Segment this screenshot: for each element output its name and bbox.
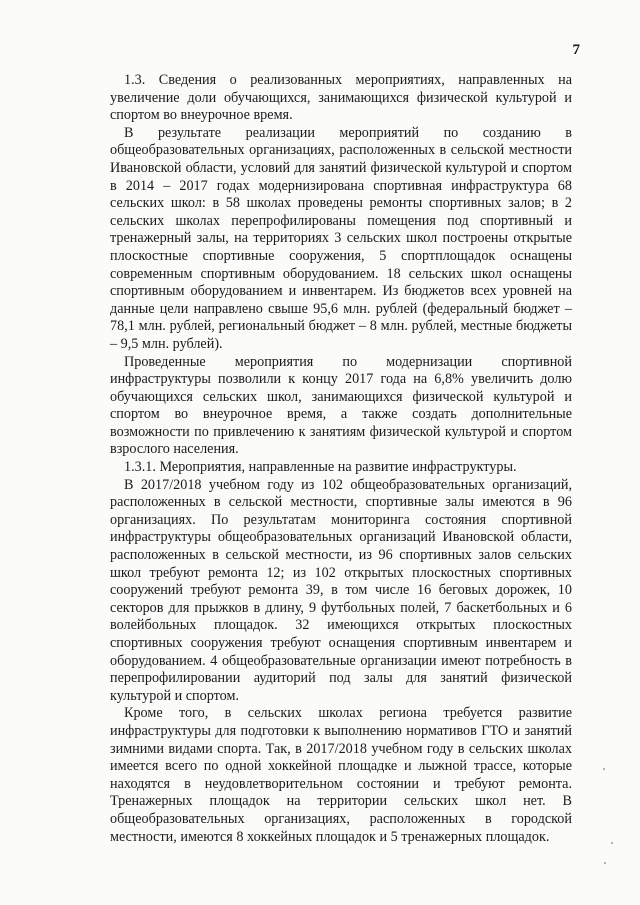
paragraph-modernization: Проведенные мероприятия по модернизации спортивной инфраструктуры позволили к концу 2017 года на 6,8% увеличить долю обучающихся сельских школ, занимающихся физической культурой и спортом во внеурочное время, а также создать дополнительные возможности по привлечению к занятиям физической культурой и спортом взрослого населения. xyxy=(110,353,572,458)
scan-speck xyxy=(604,862,606,864)
section-heading-1-3-1: 1.3.1. Мероприятия, направленные на развитие инфраструктуры. xyxy=(124,459,517,476)
paragraph-results: В результате реализации мероприятий по созданию в общеобразовательных организациях, расположенных в сельской местности Ивановской области, условий для занятий физической культурой и спортом в 2014 – 2017 годах модернизирована спортивная инфраструктура 68 сельских школ: в 58 школах проведены ремонты спортивных залов; в 2 сельских школах перепрофилированы помещения под спортивный и тренажерный залы, на территориях 3 сельских школ построены открытые плоскостные спортивные сооружения, 5 спортплощадок оснащены современным спортивным оборудованием. 18 сельских школ оснащены спортивным оборудованием и инвентарем. Из бюджетов всех уровней на данные цели направлено свыше 95,6 млн. рублей (федеральный бюджет – 78,1 млн. рублей, региональный бюджет – 8 млн. рублей, местные бюджеты – 9,5 млн. рублей). xyxy=(110,124,572,352)
document-body xyxy=(110,72,572,846)
section-heading-1-3: 1.3. Сведения о реализованных мероприятиях, направленных на увеличение доли обучающихся, занимающихся физической культурой и спортом во внеурочное время. xyxy=(110,72,572,124)
page-number: 7 xyxy=(572,42,580,58)
scan-speck xyxy=(611,842,613,844)
scan-speck xyxy=(603,768,605,770)
paragraph-infrastructure-status: В 2017/2018 учебном году из 102 общеобразовательных организаций, расположенных в сельской местности, спортивные залы имеются в 96 организациях. По результатам мониторинга состояния спортивной инфраструктуры общеобразовательных организаций Ивановской области, расположенных в сельской местности, из 96 спортивных залов сельских школ требуют ремонта 12; из 102 открытых плоскостных спортивных сооружений требуют ремонта 39, в том числе 16 беговых дорожек, 10 секторов для прыжков в длину, 9 футбольных полей, 7 баскетбольных и 6 волейбольных площадок. 32 имеющихся открытых плоскостных спортивных сооружения требуют оснащения спортивным инвентарем и оборудованием. 4 общеобразовательные организации имеют потребность в перепрофилировании аудиторий под залы для занятий физической культурой и спортом. xyxy=(110,476,572,704)
paragraph-additional-needs: Кроме того, в сельских школах региона требуется развитие инфраструктуры для подготовки к выполнению нормативов ГТО и занятий зимними видами спорта. Так, в 2017/2018 учебном году в сельских школах имеется всего по одной хоккейной площадке и лыжной трассе, которые находятся в неудовлетворительном состоянии и требуют ремонта. Тренажерных площадок на территории сельских школ нет. В общеобразовательных организациях, расположенных в городской местности, имеются 8 хоккейных площадок и 5 тренажерных площадок. xyxy=(110,705,572,845)
